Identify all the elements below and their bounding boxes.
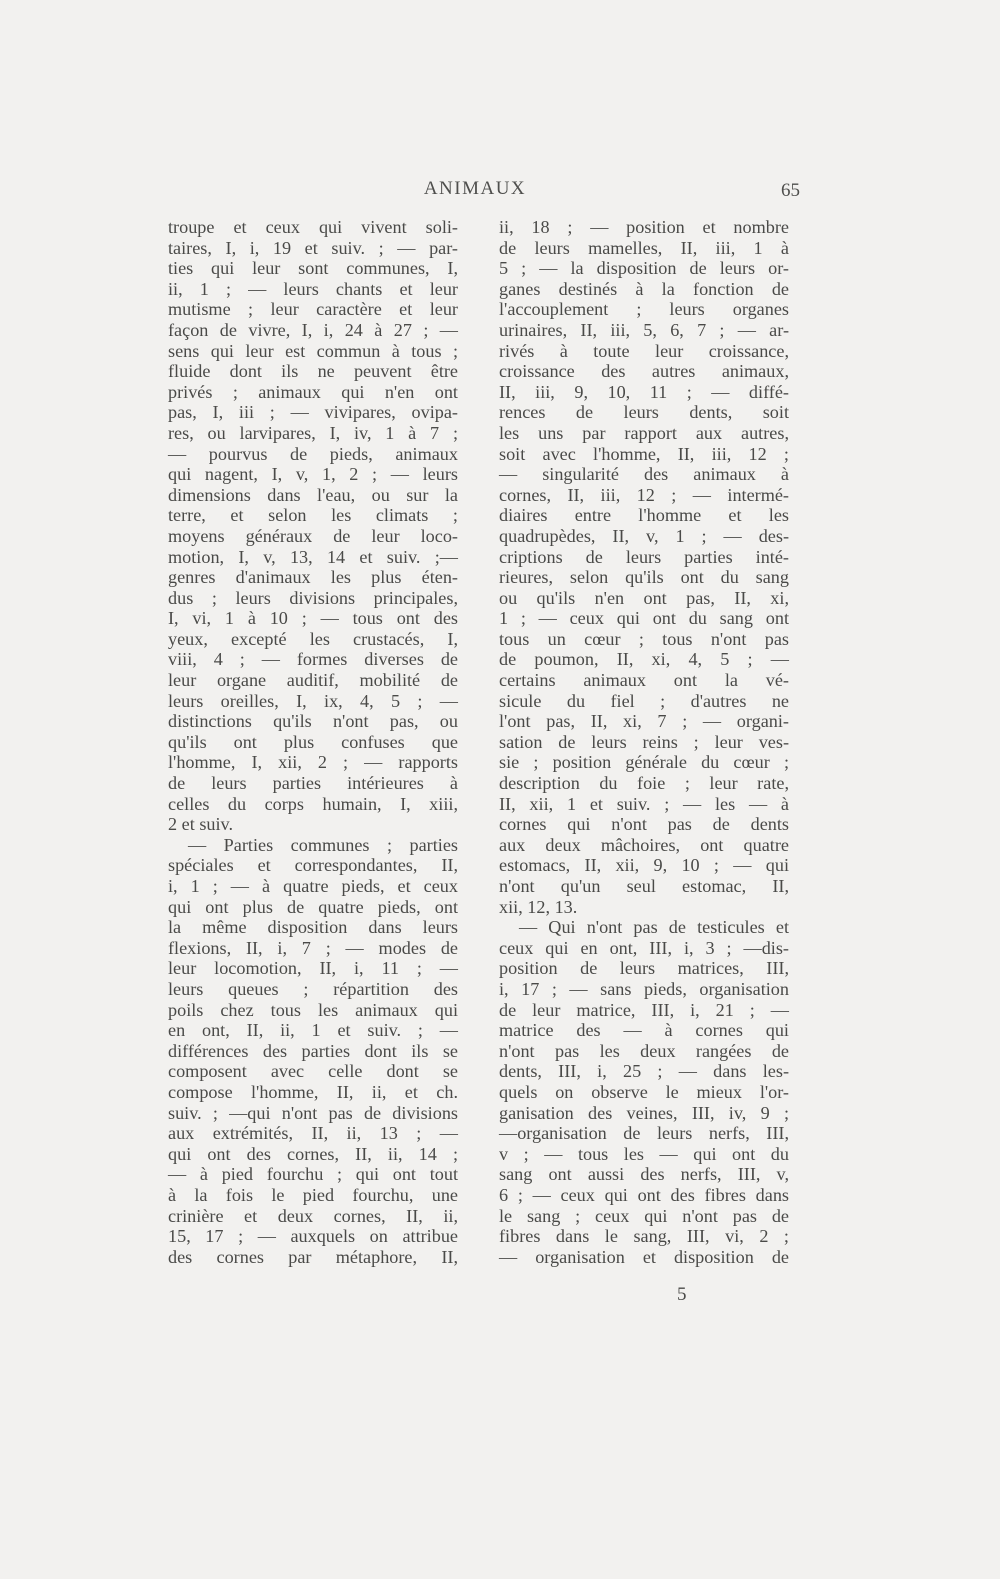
text-line: genres d'animaux les plus éten- (168, 567, 458, 588)
text-line: à la fois le pied fourchu, une (168, 1184, 458, 1205)
text-line: dus ; leurs divisions principales, (168, 587, 458, 608)
text-line: position de leurs matrices, III, (499, 958, 789, 979)
text-line: cornes qui n'ont pas de dents (499, 814, 789, 835)
text-line: compose l'homme, II, ii, et ch. (168, 1081, 458, 1102)
text-line: l'homme, I, xii, 2 ; — rapports (168, 752, 458, 773)
page-number: 65 (781, 180, 800, 201)
text-line: aux extrémités, II, ii, 13 ; — (168, 1123, 458, 1144)
text-line: — pourvus de pieds, animaux (168, 443, 458, 464)
text-line: terre, et selon les climats ; (168, 505, 458, 526)
text-line: leurs queues ; répartition des (168, 978, 458, 999)
text-line: qui nagent, I, v, 1, 2 ; — leurs (168, 464, 458, 485)
text-line: leurs oreilles, I, ix, 4, 5 ; — (168, 690, 458, 711)
text-line: fibres dans le sang, III, vi, 2 ; (499, 1226, 789, 1247)
text-line: tous un cœur ; tous n'ont pas (499, 628, 789, 649)
text-line: celles du corps humain, I, xiii, (168, 793, 458, 814)
text-line: — à pied fourchu ; qui ont tout (168, 1164, 458, 1185)
running-title: ANIMAUX (423, 178, 527, 199)
text-line: façon de vivre, I, i, 24 à 27 ; — (168, 319, 458, 340)
text-line: — organisation et disposition de (499, 1246, 789, 1267)
text-line: qu'ils ont plus confuses que (168, 731, 458, 752)
text-line: sie ; position générale du cœur ; (499, 752, 789, 773)
text-line: mutisme ; leur caractère et leur (168, 299, 458, 320)
text-line: les uns par rapport aux autres, (499, 422, 789, 443)
text-line: i, 1 ; — à quatre pieds, et ceux (168, 876, 458, 896)
text-line: ganes destinés à la fonction de (499, 278, 789, 299)
text-line: I, vi, 1 à 10 ; — tous ont des (168, 608, 458, 629)
text-line: des cornes par métaphore, II, (168, 1246, 458, 1267)
text-line: l'accouplement ; leurs organes (499, 299, 789, 320)
text-line: criptions de leurs parties inté- (499, 546, 789, 567)
text-line: n'ont qu'un seul estomac, II, (499, 876, 789, 896)
signature-mark: 5 (677, 1284, 687, 1305)
text-line: spéciales et correspondantes, II, (168, 855, 458, 876)
text-line: ceux qui en ont, III, i, 3 ; —dis- (499, 937, 789, 958)
text-line: 15, 17 ; — auxquels on attribue (168, 1226, 458, 1247)
text-line: sang ont aussi des nerfs, III, v, (499, 1164, 789, 1185)
text-line: —organisation de leurs nerfs, III, (499, 1123, 789, 1144)
text-line: yeux, excepté les crustacés, I, (168, 628, 458, 649)
left-column (168, 217, 458, 1267)
text-line: quels on observe le mieux l'or- (499, 1081, 789, 1102)
text-line: i, 17 ; — sans pieds, organisation (499, 978, 789, 999)
text-line: ii, 18 ; — position et nombre (499, 217, 789, 237)
text-line: urinaires, II, iii, 5, 6, 7 ; — ar- (499, 319, 789, 340)
text-line: — Qui n'ont pas de testicules et (519, 917, 789, 938)
text-line: privés ; animaux qui n'en ont (168, 381, 458, 402)
text-line: cornes, II, iii, 12 ; — intermé- (499, 484, 789, 505)
text-line: — singularité des animaux à (499, 464, 789, 485)
text-line: 6 ; — ceux qui ont des fibres dans (499, 1184, 789, 1205)
text-line: sens qui leur est commun à tous ; (168, 340, 458, 361)
text-line: rences de leurs dents, soit (499, 402, 789, 423)
text-line: diaires entre l'homme et les (499, 505, 789, 526)
text-line: dents, III, i, 25 ; — dans les- (499, 1061, 789, 1082)
text-line: 1 ; — ceux qui ont du sang ont (499, 608, 789, 629)
text-line: leur locomotion, II, i, 11 ; — (168, 958, 458, 979)
text-line: — Parties communes ; parties (188, 834, 458, 855)
text-line: poils chez tous les animaux qui (168, 999, 458, 1020)
text-line: certains animaux ont la vé- (499, 670, 789, 691)
text-line: troupe et ceux qui vivent soli- (168, 217, 458, 237)
text-line: ties qui leur sont communes, I, (168, 258, 458, 279)
text-line: l'ont pas, II, xi, 7 ; — organi- (499, 711, 789, 732)
text-line: fluide dont ils ne peuvent être (168, 361, 458, 382)
text-line: de leurs parties intérieures à (168, 773, 458, 794)
text-line: suiv. ; —qui n'ont pas de divisions (168, 1102, 458, 1123)
text-line: xii, 12, 13. (499, 896, 578, 917)
text-line: II, iii, 9, 10, 11 ; — diffé- (499, 381, 789, 402)
text-line: n'ont pas les deux rangées de (499, 1040, 789, 1061)
text-line: ii, 1 ; — leurs chants et leur (168, 278, 458, 299)
text-line: distinctions qu'ils n'ont pas, ou (168, 711, 458, 732)
text-line: res, ou larvipares, I, iv, 1 à 7 ; (168, 422, 458, 443)
text-line: sation de leurs reins ; leur ves- (499, 731, 789, 752)
text-line: en ont, II, ii, 1 et suiv. ; — (168, 1020, 458, 1041)
text-line: soit avec l'homme, II, iii, 12 ; (499, 443, 789, 464)
text-line: différences des parties dont ils se (168, 1040, 458, 1061)
text-line: flexions, II, i, 7 ; — modes de (168, 937, 458, 958)
text-line: sicule du fiel ; d'autres ne (499, 690, 789, 711)
text-line: composent avec celle dont se (168, 1061, 458, 1082)
text-line: taires, I, i, 19 et suiv. ; — par- (168, 237, 458, 258)
text-line: qui ont plus de quatre pieds, ont (168, 896, 458, 917)
text-line: pas, I, iii ; — vivipares, ovipa- (168, 402, 458, 423)
text-line: 2 et suiv. (168, 814, 233, 835)
text-line: moyens généraux de leur loco- (168, 525, 458, 546)
text-line: dimensions dans l'eau, ou sur la (168, 484, 458, 505)
text-line: de leur matrice, III, i, 21 ; — (499, 999, 789, 1020)
text-line: motion, I, v, 13, 14 et suiv. ;— (168, 546, 458, 567)
text-line: ou qu'ils n'en ont pas, II, xi, (499, 587, 789, 608)
text-line: leur organe auditif, mobilité de (168, 670, 458, 691)
text-line: aux deux mâchoires, ont quatre (499, 834, 789, 855)
text-line: description du foie ; leur rate, (499, 773, 789, 794)
text-line: viii, 4 ; — formes diverses de (168, 649, 458, 670)
text-line: croissance des autres animaux, (499, 361, 789, 382)
right-column (499, 217, 789, 1267)
text-line: qui ont des cornes, II, ii, 14 ; (168, 1143, 458, 1164)
text-line: 5 ; — la disposition de leurs or- (499, 258, 789, 279)
text-line: de leurs mamelles, II, iii, 1 à (499, 237, 789, 258)
text-line: II, xii, 1 et suiv. ; — les — à (499, 793, 789, 814)
text-line: de poumon, II, xi, 4, 5 ; — (499, 649, 789, 670)
text-line: rivés à toute leur croissance, (499, 340, 789, 361)
text-line: crinière et deux cornes, II, ii, (168, 1205, 458, 1226)
text-line: ganisation des veines, III, iv, 9 ; (499, 1102, 789, 1123)
text-line: estomacs, II, xii, 9, 10 ; — qui (499, 855, 789, 876)
text-line: quadrupèdes, II, v, 1 ; — des- (499, 525, 789, 546)
text-line: rieures, selon qu'ils ont du sang (499, 567, 789, 588)
text-line: la même disposition dans leurs (168, 917, 458, 938)
text-line: le sang ; ceux qui n'ont pas de (499, 1205, 789, 1226)
text-line: v ; — tous les — qui ont du (499, 1143, 789, 1164)
text-line: matrice des — à cornes qui (499, 1020, 789, 1041)
